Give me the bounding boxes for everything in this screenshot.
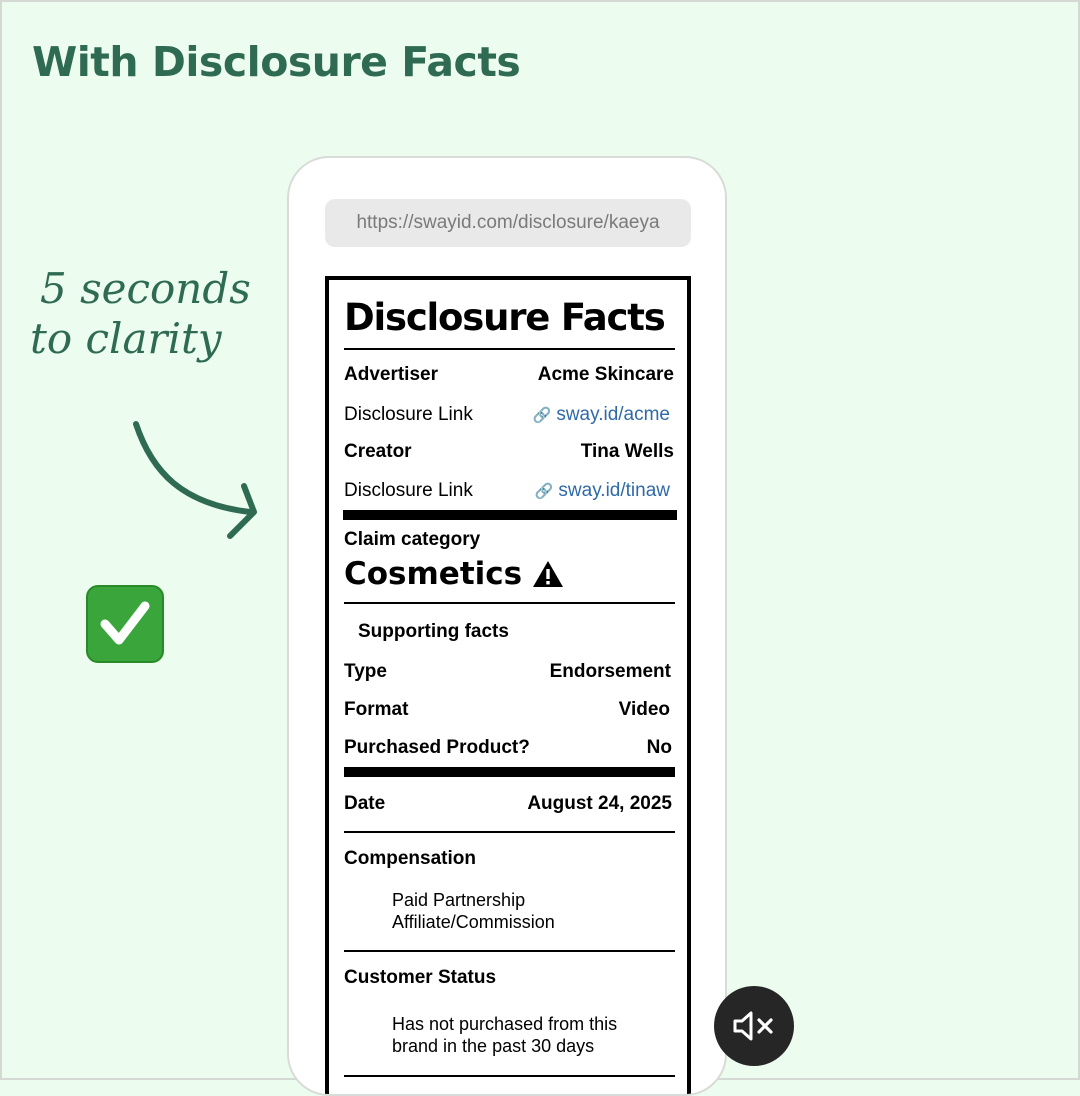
page-title: With Disclosure Facts (32, 38, 521, 86)
url-bar[interactable]: https://swayid.com/disclosure/kaeya (325, 199, 691, 247)
format-label: Format (344, 699, 409, 720)
compensation-label: Compensation (344, 848, 476, 869)
type-value: Endorsement (549, 661, 671, 682)
customer-status-line: Has not purchased from this (392, 1014, 618, 1034)
thick-divider (343, 510, 677, 520)
claim-value-text: Cosmetics (344, 556, 523, 592)
customer-status-line: brand in the past 30 days (392, 1036, 595, 1056)
creator-link-label: Disclosure Link (344, 480, 473, 501)
date-value: August 24, 2025 (527, 793, 672, 814)
creator-link-row (344, 480, 674, 502)
compensation-item: Affiliate/Commission (392, 912, 555, 932)
claim-category-value (344, 556, 564, 592)
handwritten-annotation (30, 264, 270, 364)
thick-divider (344, 767, 675, 777)
advertiser-value: Acme Skincare (537, 364, 674, 385)
creator-link[interactable] (535, 480, 674, 502)
customer-status-label: Customer Status (344, 967, 497, 988)
check-mark-button-icon (86, 585, 164, 663)
purchased-row (344, 737, 674, 759)
link-icon: 🔗 (534, 483, 554, 500)
purchased-label: Purchased Product? (344, 737, 530, 758)
annotation-line-2: to clarity (30, 314, 222, 363)
advertiser-row (344, 364, 674, 386)
phone-frame (287, 156, 727, 1096)
disclosure-facts-panel (325, 276, 691, 1096)
creator-row (344, 441, 674, 463)
annotation-line-1: 5 seconds (40, 264, 251, 313)
advertiser-link-text: sway.id/acme (556, 404, 670, 425)
muted-speaker-icon (732, 1009, 776, 1043)
divider (344, 1075, 675, 1077)
format-value: Video (618, 699, 670, 720)
claim-category-label: Claim category (344, 529, 481, 550)
type-label: Type (344, 661, 387, 682)
divider (344, 950, 675, 952)
divider (344, 831, 675, 833)
purchased-value: No (646, 737, 672, 758)
mute-button[interactable] (714, 986, 794, 1066)
facts-title: Disclosure Facts (344, 296, 665, 339)
divider (344, 602, 675, 604)
advertiser-link-label: Disclosure Link (344, 404, 473, 425)
creator-label: Creator (344, 441, 412, 462)
format-row (344, 699, 674, 721)
link-icon: 🔗 (532, 407, 552, 424)
type-row (344, 661, 674, 683)
divider (344, 348, 675, 350)
date-label: Date (344, 793, 386, 814)
creator-value: Tina Wells (580, 441, 674, 462)
compensation-item: Paid Partnership (392, 890, 526, 910)
warning-icon (532, 560, 564, 588)
advertiser-label: Advertiser (344, 364, 438, 385)
advertiser-link[interactable] (533, 404, 674, 426)
advertiser-link-row (344, 404, 674, 426)
curved-arrow-icon (122, 412, 272, 552)
date-row (344, 793, 674, 815)
creator-link-text: sway.id/tinaw (558, 480, 670, 501)
supporting-facts-title: Supporting facts (358, 621, 509, 642)
